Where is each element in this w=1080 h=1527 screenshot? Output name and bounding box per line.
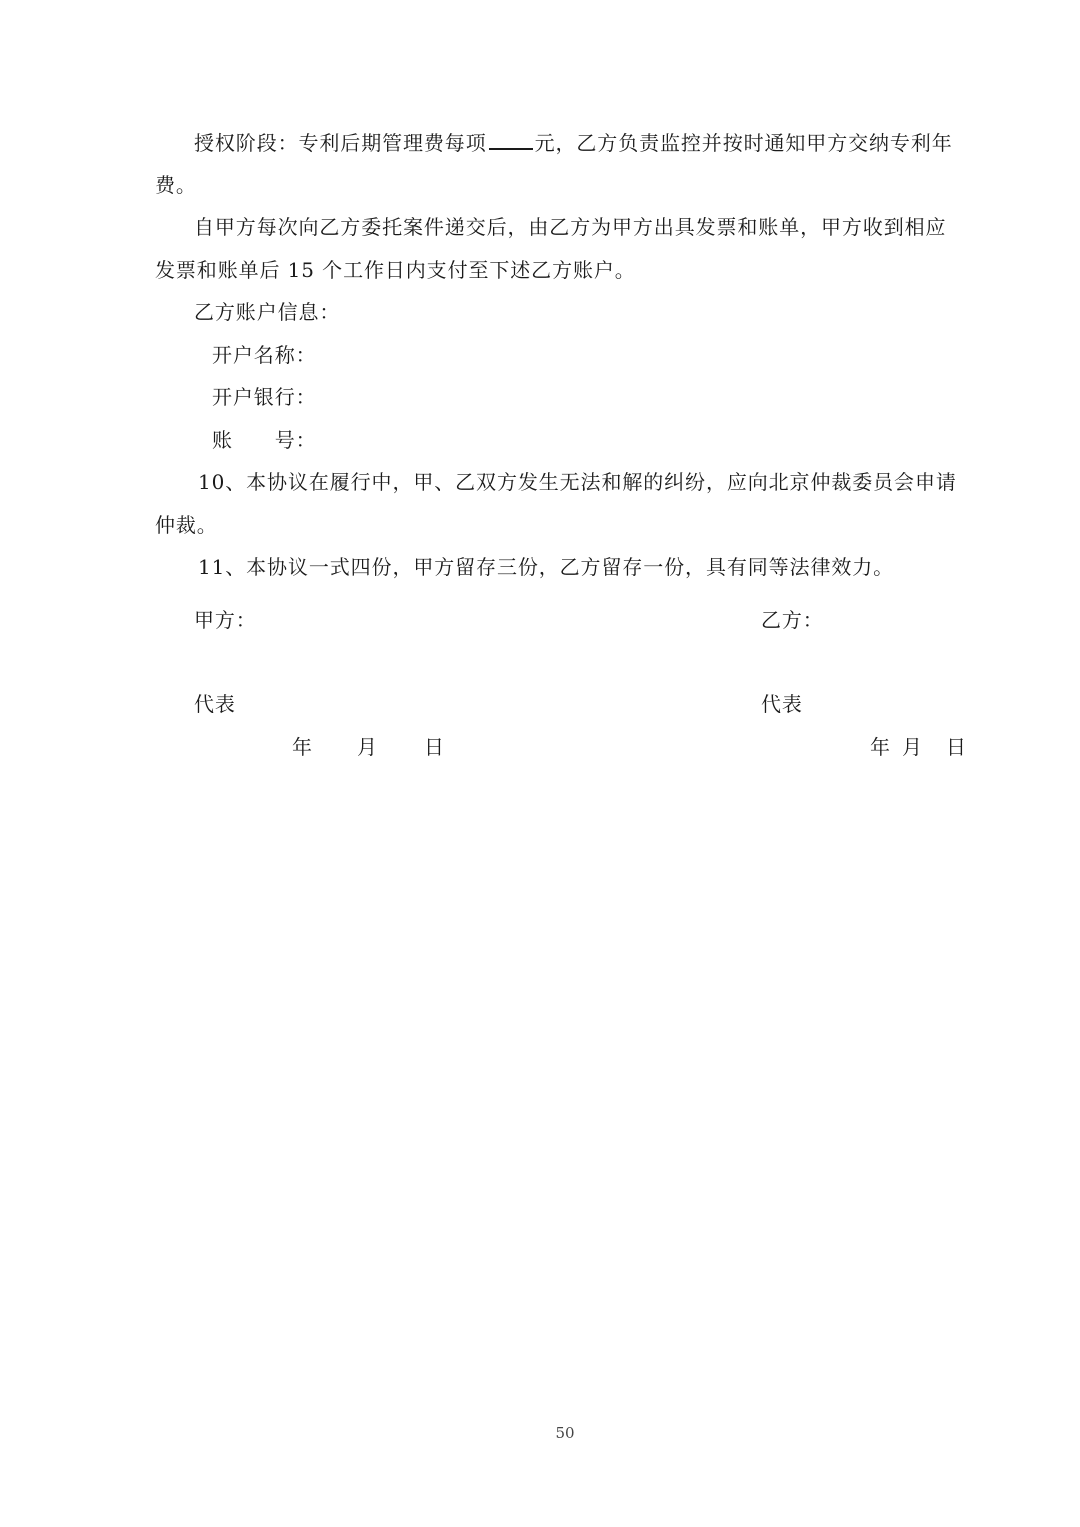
- party-b-representative: 代表: [761, 692, 803, 716]
- party-b-label: 乙方：: [761, 608, 824, 632]
- authorization-stage-text: 授权阶段：专利后期管理费每项: [194, 131, 487, 155]
- party-b-date-day: 日: [946, 735, 966, 759]
- account-number-label: 账 号：: [212, 428, 317, 452]
- account-info-title: 乙方账户信息：: [194, 300, 341, 324]
- party-b-date-month: 月: [902, 735, 922, 759]
- party-a-label: 甲方：: [194, 608, 257, 632]
- authorization-stage-line-2: 费。: [155, 173, 197, 197]
- authorization-stage-line: [194, 128, 953, 157]
- clause-10-line-2: 仲裁。: [155, 513, 218, 537]
- party-a-date-month: 月: [357, 735, 377, 759]
- clause-10-line-1: 10、本协议在履行中，甲、乙双方发生无法和解的纠纷，应向北京仲裁委员会申请: [198, 470, 957, 494]
- party-b-date-year: 年: [870, 735, 890, 759]
- account-name-label: 开户名称：: [212, 343, 317, 367]
- invoice-line-2: 发票和账单后 15 个工作日内支付至下述乙方账户。: [155, 258, 636, 282]
- invoice-line-1: 自甲方每次向乙方委托案件递交后，由乙方为甲方出具发票和账单，甲方收到相应: [194, 215, 947, 239]
- party-a-date-year: 年: [292, 735, 312, 759]
- fee-blank: [489, 128, 533, 150]
- clause-11: 11、本协议一式四份，甲方留存三份，乙方留存一份，具有同等法律效力。: [198, 555, 895, 579]
- account-bank-label: 开户银行：: [212, 385, 317, 409]
- authorization-stage-text-cont: 元，乙方负责监控并按时通知甲方交纳专利年: [534, 131, 953, 155]
- party-a-date-day: 日: [424, 735, 444, 759]
- party-a-representative: 代表: [194, 692, 236, 716]
- page-number: 50: [555, 1424, 575, 1442]
